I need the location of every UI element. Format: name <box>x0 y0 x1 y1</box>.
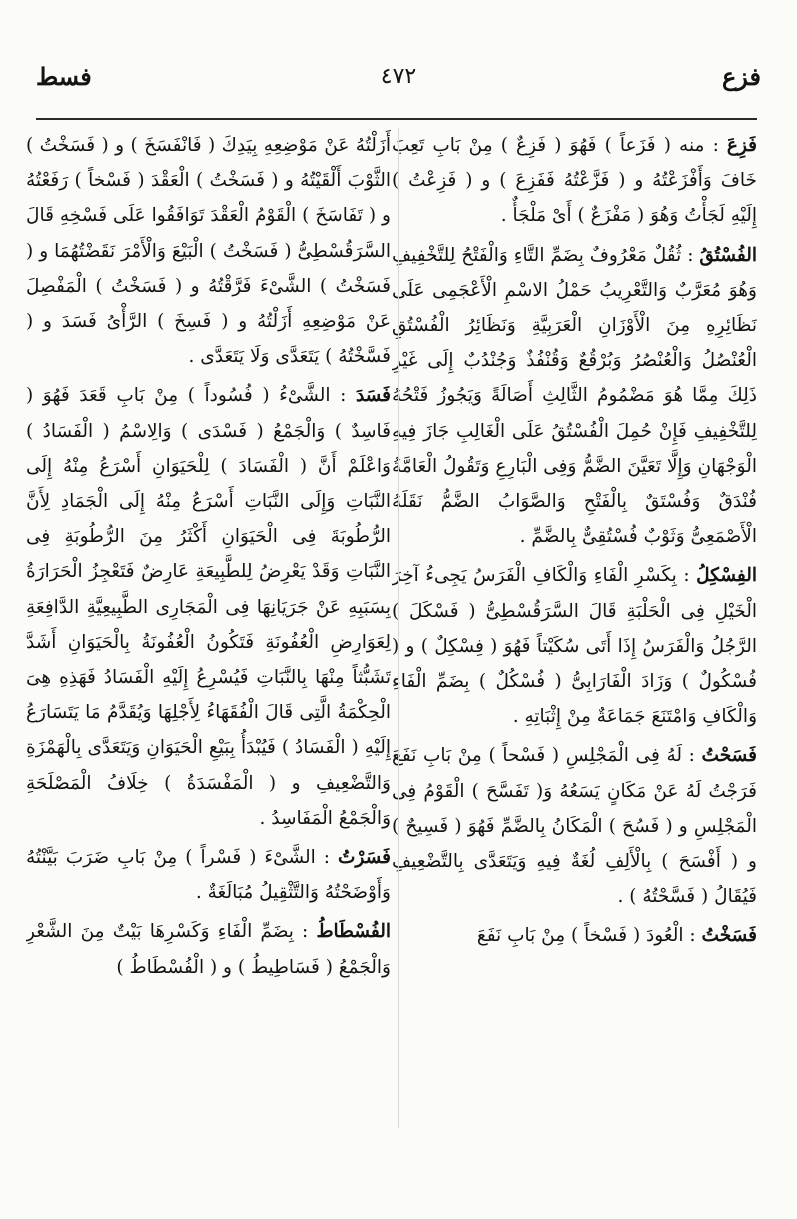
definition: : بِضَمِّ الْفَاءِ وَكَسْرِهَا بَيْتٌ مِنَ الشَّعْرِ وَالْجَمْعُ ( فَسَاطِيطُ ) و ( الْفُسْطَاطُ ) <box>26 921 391 978</box>
entry-fasahtu <box>392 738 757 914</box>
entry-continuation <box>26 128 391 374</box>
definition: : الشَّىْءُ ( فُسُوداً ) مِنْ بَابِ قَعَدَ فَهُوَ ( فَاسِدٌ ) وَالْجَمْعُ ( فَسْدَى ) وَالِاسْمُ ( الْفَسَادُ ) وَاعْلَمْ أَنَّ ( الْفَسَادَ ) لِلْحَيَوَانِ أَسْرَعُ مِنْهُ إِلَى النَّبَاتِ وَإِلَى النَّبَاتِ أَسْرَعُ مِنْهُ إِلَى الْجَمَادِ لِأَنَّ الرُّطُوبَةَ فِى الْحَيَوَانِ أَكْثَرُ مِنَ الرُّطُوبَةِ فِى النَّبَاتِ وَقَدْ يَعْرِضُ لِلطَّبِيعَةِ عَارِضٌ فَتَعْجِزُ الْحَرَارَةُ بِسَبَبِهِ عَنْ جَرَيَانِهَا فِى الْمَجَارِى الطَّبِيعِيَّةِ الدَّافِعَةِ لِعَوَارِضِ الْعُفُونَةِ فَتَكُونُ الْعُفُونَةُ بِالْحَيَوَانِ أَشَدَّ تَشَبُّثاً مِنْهَا بِالنَّبَاتِ فَيُسْرِعُ إِلَيْهِ الْفَسَادُ فَهَذِهِ هِىَ الْحِكْمَةُ الَّتِى قَالَ الْفُقَهَاءُ لِأَجْلِهَا وَيُقَدَّمُ مَا يَتَسَارَعُ إِلَيْهِ ( الْفَسَادُ ) فَيُبْدَأُ بِبَيْعِ الْحَيَوَانِ وَيَتَعَدَّى بِالْهَمْزَةِ وَالتَّضْعِيفِ و ( الْمَفْسَدَةُ ) خِلَافُ الْمَصْلَحَةِ وَالْجَمْعُ الْمَفَاسِدُ . <box>26 385 391 829</box>
headword: فَسَدَ <box>355 385 391 407</box>
entry-alfiskil <box>392 558 757 734</box>
headword: الفِسْكِلُ <box>696 565 757 587</box>
entry-alfustuq <box>392 238 757 555</box>
entry-fazia <box>392 128 757 234</box>
definition: : ثُقُلٌ مَعْرُوفٌ بِضَمِّ التَّاءِ وَالْفَتْحُ لِلتَّخْفِيفِ وَهُوَ مُعَرَّبٌ وَالتَّعْرِيبُ حَمْلُ الاسْمِ الْأَعْجَمِى عَلَى نَظَائِرِهِ مِنَ الْأَوْزَانِ الْعَرَبِيَّةِ وَنَظَائِرُ الْفُسْتُقِ الْعُنْصُلُ وَالْعُنْصُرُ وَبُرْقُعٌ وَقُنْفُذٌ وَجُنْدُبٌ إِلَى غَيْرِ ذَلِكَ مِمَّا هُوَ مَضْمُومُ الثَّالِثِ أَصَالَةً وَيَجُوزُ فَتْحُهُ لِلتَّخْفِيفِ فَإِنْ حُمِلَ الْفُسْتُقُ عَلَى الْغَالِبِ جَازَ فِيهِ الْوَجْهَانِ وَإِلَّا تَعَيَّنَ الضَّمُّ وَفِى الْبَارِعِ وَتَقُولُ الْعَامَّةُ فُنْدَقٌ وَفُسْتَقٌ بِالْفَتْحِ وَالصَّوَابُ الضَّمُّ نَقَلَهُ الْأَصْمَعِىُّ وَثَوْبٌ فُسْتُقِىٌّ بِالضَّمِّ . <box>392 244 757 548</box>
column-divider <box>398 128 399 1128</box>
page-header <box>36 62 761 102</box>
definition: : الْعُودَ ( فَسْخاً ) مِنْ بَابِ نَفَعَ <box>476 925 702 947</box>
headword: الفُسْتُقُ <box>699 244 757 266</box>
headword: فَسَرْتُ <box>338 847 391 869</box>
right-column <box>392 128 757 1178</box>
header-rule <box>36 118 757 120</box>
header-last-word: فسط <box>36 62 92 91</box>
entry-alfustat <box>26 914 391 984</box>
header-first-word: فزع <box>721 62 761 91</box>
page-number: ٤٧٢ <box>380 64 417 89</box>
headword: فَسَحْتُ <box>701 745 757 767</box>
definition: : لَهُ فِى الْمَجْلِسِ ( فَسْحاً ) مِنْ بَابِ نَفَعَ فَرَجْتُ لَهُ عَنْ مَكَانٍ يَسَعُهُ وَ( تَفَسَّحَ ) الْقَوْمُ فِى الْمَجْلِسِ و ( فَسُحَ ) الْمَكَانُ بِالضَّمِّ فَهُوَ ( فَسِيحٌ ) و ( أَفْسَحَ ) بِالْأَلِفِ لُغَةٌ فِيهِ وَيَتَعَدَّى بِالتَّضْعِيفِ فَيُقَالُ ( فَسَّحْتُهُ ) . <box>392 745 757 908</box>
definition: : منه ( فَزَعاً ) فَهُوَ ( فَزِعٌ ) مِنْ بَابِ تَعِبَ خَافَ وَأَفْزَعْتُهُ و ( فَزَّعْتُهُ فَفَزِعَ ) و ( فَزِعْتُ ) إِلَيْهِ لَجَأْتُ وَهُوَ ( مَفْزَعٌ ) أَىْ مَلْجَأٌ . <box>392 135 757 227</box>
definition: أَزَلْتُهُ عَنْ مَوْضِعِهِ بِيَدِكَ ( فَانْفَسَخَ ) و ( فَسَخْتُ ) الثَّوْبَ أَلْقَيْتُهُ و ( فَسَخْتُ ) الْعَقْدَ ( فَسْخاً ) رَفَعْتُهُ و ( تَفَاسَخَ ) الْقَوْمُ الْعَقْدَ تَوَافَقُوا عَلَى فَسْخِهِ قَالَ السَّرَقُسْطِىُّ ( فَسَخْتُ ) الْبَيْعَ وَالْأَمْرَ نَقَضْتُهُمَا و ( فَسَخْتُ ) الشَّىْءَ فَرَّقْتُهُ و ( فَسَخْتُ ) الْمَفْصِلَ عَنْ مَوْضِعِهِ أَزَلْتُهُ و ( فَسِخَ ) الرَّأْىُ فَسَدَ و ( فَسَّخْتُهُ ) يَتَعَدَّى وَلَا يَتَعَدَّى . <box>26 135 391 368</box>
entry-fasada <box>26 378 391 836</box>
entry-fasartu <box>26 840 391 910</box>
headword: الفُسْطَاطُ <box>316 921 391 943</box>
headword: فَزِعَ <box>726 135 757 156</box>
headword: فَسَخْتُ <box>701 925 757 947</box>
left-column <box>26 128 391 1178</box>
definition: : بِكَسْرِ الْفَاءِ وَالْكَافِ الْفَرَسُ يَجِىءُ آخِرَ الْخَيْلِ فِى الْحَلْبَةِ قَالَ السَّرَقُسْطِىُّ ( فَسْكَلَ ) الرَّجُلُ وَالْفَرَسُ إِذَا أَتَى سُكَيْتاً فَهُوَ ( فِسْكِلٌ ) و ( فُسْكُولٌ ) وَزَادَ الْفَارَابِىُّ ( فُسْكُلٌ ) بِضَمِّ الْفَاءِ وَالْكَافِ وَامْتَنَعَ جَمَاعَةٌ مِنْ إِثْبَاتِهِ . <box>392 565 757 728</box>
definition: : الشَّىْءَ ( فَسْراً ) مِنْ بَابِ ضَرَبَ بَيَّنْتُهُ وَأَوْضَحْتُهُ وَالتَّثْقِيلُ مُبَالَغَةٌ . <box>26 847 391 904</box>
entry-fasakhtu <box>392 918 757 953</box>
